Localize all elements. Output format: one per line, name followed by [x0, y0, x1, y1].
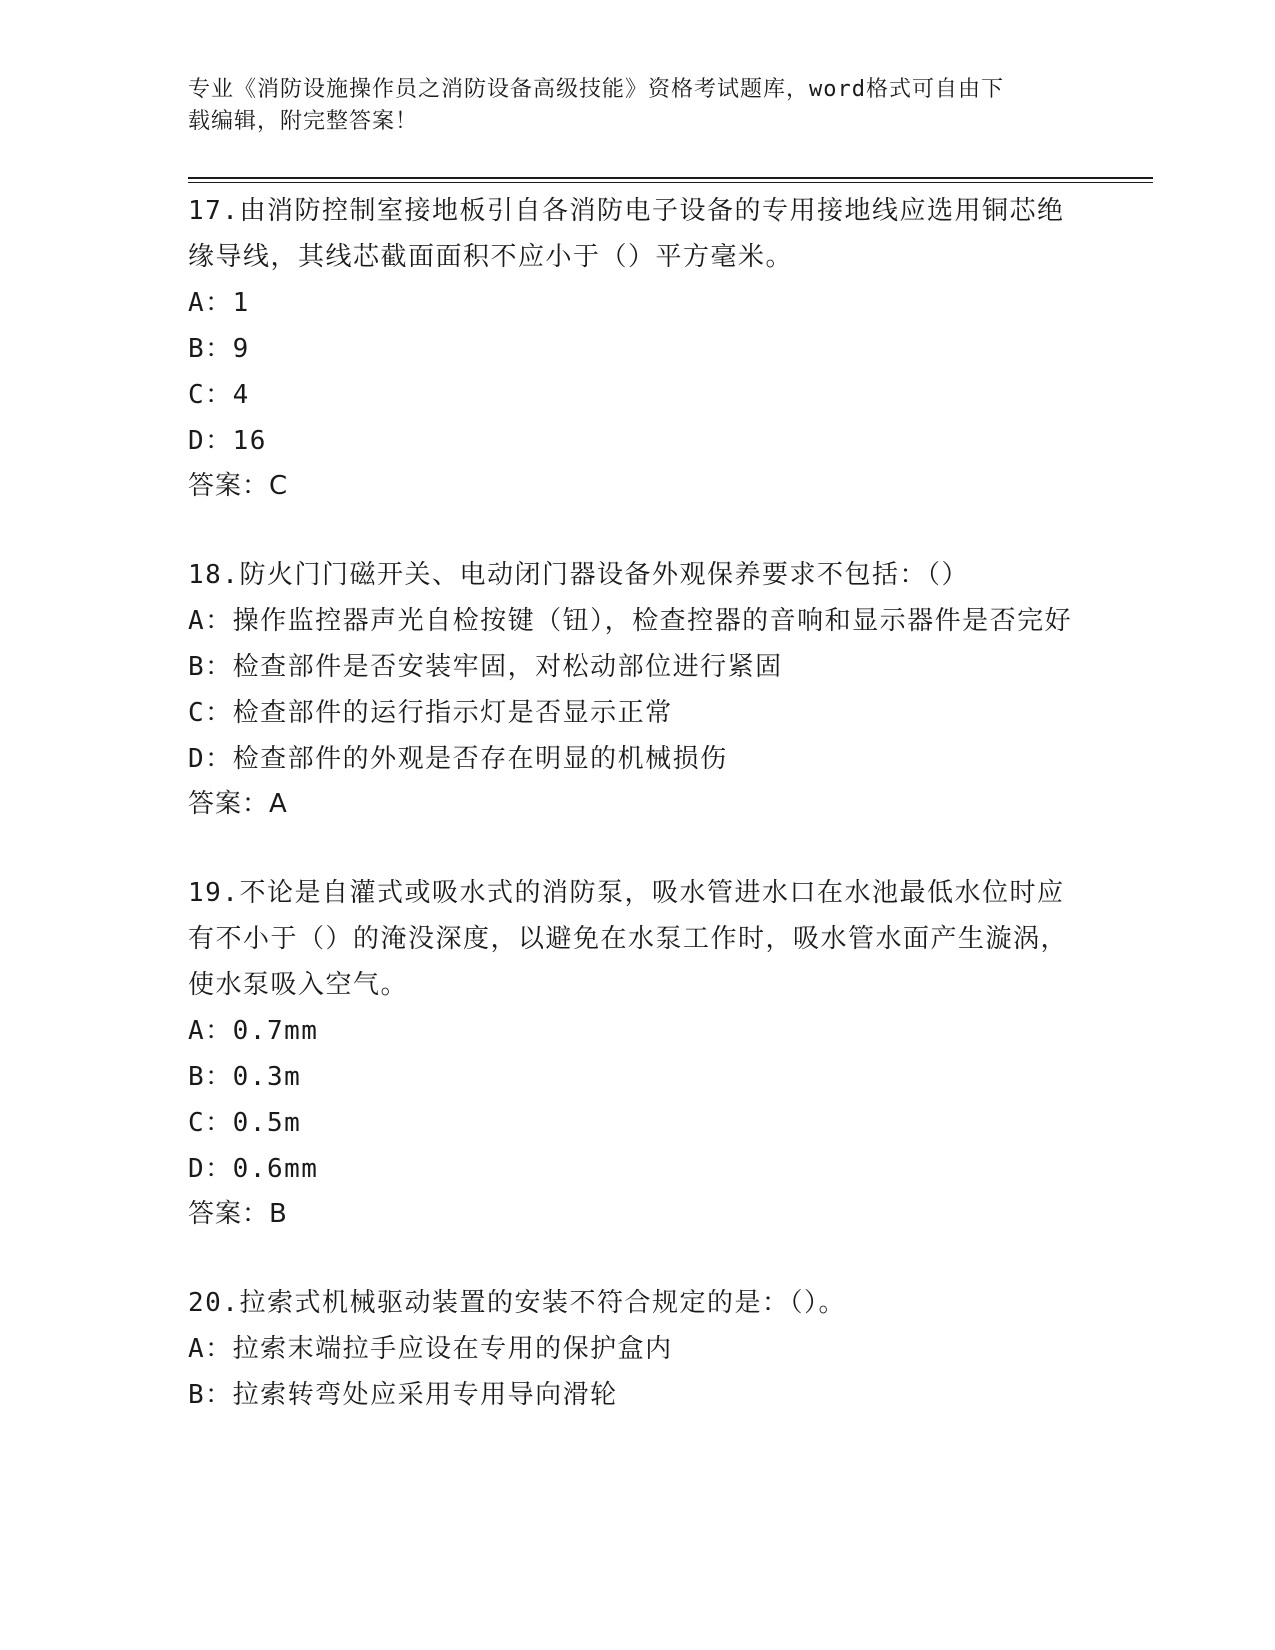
question-text: 20.拉索式机械驱动装置的安装不符合规定的是：（）。	[188, 1288, 846, 1318]
spacer	[188, 1236, 1088, 1280]
question-18	[188, 552, 1088, 826]
header-line-1: 专业《消防设施操作员之消防设备高级技能》资格考试题库，word格式可自由下	[188, 77, 1004, 102]
question-text: 17.由消防控制室接地板引自各消防电子设备的专用接地线应选用铜芯绝缘导线，其线芯截面面积不应小于（）平方毫米。	[188, 196, 1065, 272]
spacer	[188, 826, 1088, 870]
question-17	[188, 188, 1088, 508]
option-a: A：1	[188, 288, 250, 318]
option-c: C：检查部件的运行指示灯是否显示正常	[188, 698, 673, 728]
option-c: C：4	[188, 380, 250, 410]
option-a: A：拉索末端拉手应设在专用的保护盒内	[188, 1334, 673, 1364]
header-divider-thick	[188, 177, 1153, 179]
option-c: C：0.5m	[188, 1108, 302, 1138]
question-text: 18.防火门门磁开关、电动闭门器设备外观保养要求不包括：（）	[188, 560, 969, 590]
question-list	[188, 188, 1088, 1418]
option-d: D：16	[188, 426, 267, 456]
answer: 答案：B	[188, 1199, 288, 1229]
question-20	[188, 1280, 1088, 1418]
option-b: B：拉索转弯处应采用专用导向滑轮	[188, 1380, 618, 1410]
question-19	[188, 870, 1088, 1236]
option-b: B：9	[188, 334, 250, 364]
option-d: D：检查部件的外观是否存在明显的机械损伤	[188, 744, 728, 774]
answer: 答案：C	[188, 471, 289, 501]
answer: 答案：A	[188, 789, 288, 819]
header-line-2: 载编辑，附完整答案！	[188, 109, 419, 134]
header-divider-thin	[188, 182, 1153, 183]
option-b: B：0.3m	[188, 1062, 302, 1092]
spacer	[188, 508, 1088, 552]
option-d: D：0.6mm	[188, 1154, 319, 1184]
option-a: A：0.7mm	[188, 1016, 319, 1046]
option-a: A：操作监控器声光自检按键（钮），检查控器的音响和显示器件是否完好	[188, 606, 1073, 636]
question-text: 19.不论是自灌式或吸水式的消防泵，吸水管进水口在水池最低水位时应有不小于（）的淹没深度，以避免在水泵工作时，吸水管水面产生漩涡，使水泵吸入空气。	[188, 878, 1069, 1000]
option-b: B：检查部件是否安装牢固，对松动部位进行紧固	[188, 652, 783, 682]
document-header	[188, 74, 1068, 138]
